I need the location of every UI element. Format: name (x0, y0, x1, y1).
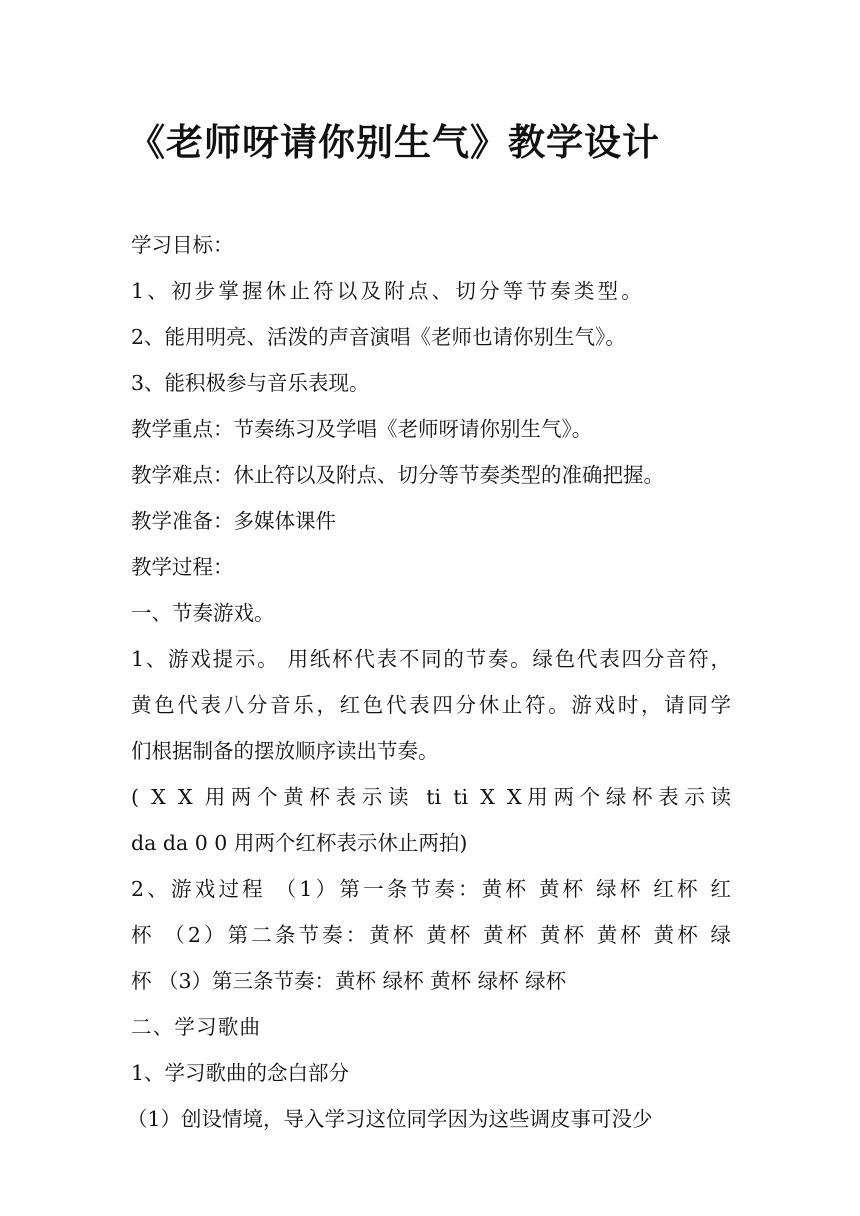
document-title: 《老师呀请你别生气》教学设计 (128, 120, 660, 164)
paragraph-learning-goals-heading: 学习目标： (131, 233, 234, 257)
paragraph-game-tip-line-1: 1、游戏提示。 用纸杯代表不同的节奏。绿色代表四分音符， (131, 647, 731, 671)
paragraph-game-process-line-3: 杯 （3）第三条节奏：黄杯 绿杯 黄杯 绿杯 绿杯 (131, 969, 567, 993)
paragraph-game-tip-line-2: 黄色代表八分音乐，红色代表四分休止符。游戏时，请同学 (131, 693, 731, 717)
paragraph-recitation-heading: 1、学习歌曲的念白部分 (131, 1061, 350, 1085)
paragraph-goal-2: 2、能用明亮、活泼的声音演唱《老师也请你别生气》。 (131, 325, 626, 349)
document-body (127, 222, 731, 1142)
paragraph-section-1-heading: 一、节奏游戏。 (131, 601, 275, 625)
paragraph-goal-1: 1、初步掌握休止符以及附点、切分等节奏类型。 (131, 279, 645, 303)
paragraph-process-heading: 教学过程： (131, 555, 234, 579)
paragraph-difficulties: 教学难点：休止符以及附点、切分等节奏类型的准确把握。 (131, 463, 664, 487)
paragraph-goal-3: 3、能积极参与音乐表现。 (131, 371, 370, 395)
paragraph-game-tip-line-3: 们根据制备的摆放顺序读出节奏。 (131, 739, 439, 763)
paragraph-key-points: 教学重点：节奏练习及学唱《老师呀请你别生气》。 (131, 417, 593, 441)
paragraph-rhythm-note-line-2: da da 0 0 用两个红杯表示休止两拍) (131, 831, 468, 855)
paragraph-game-process-line-1: 2、游戏过程 （1）第一条节奏：黄杯 黄杯 绿杯 红杯 红 (131, 877, 731, 901)
paragraph-game-process-line-2: 杯 （2）第二条节奏：黄杯 黄杯 黄杯 黄杯 黄杯 黄杯 绿 (131, 923, 731, 947)
paragraph-section-2-heading: 二、学习歌曲 (131, 1015, 262, 1039)
paragraph-rhythm-note-line-1: ( X X 用两个黄杯表示读 ti ti X X用两个绿杯表示读 (131, 785, 731, 809)
paragraph-preparation: 教学准备：多媒体课件 (131, 509, 336, 533)
paragraph-scenario-intro: （1）创设情境，导入学习这位同学因为这些调皮事可没少 (127, 1107, 653, 1131)
